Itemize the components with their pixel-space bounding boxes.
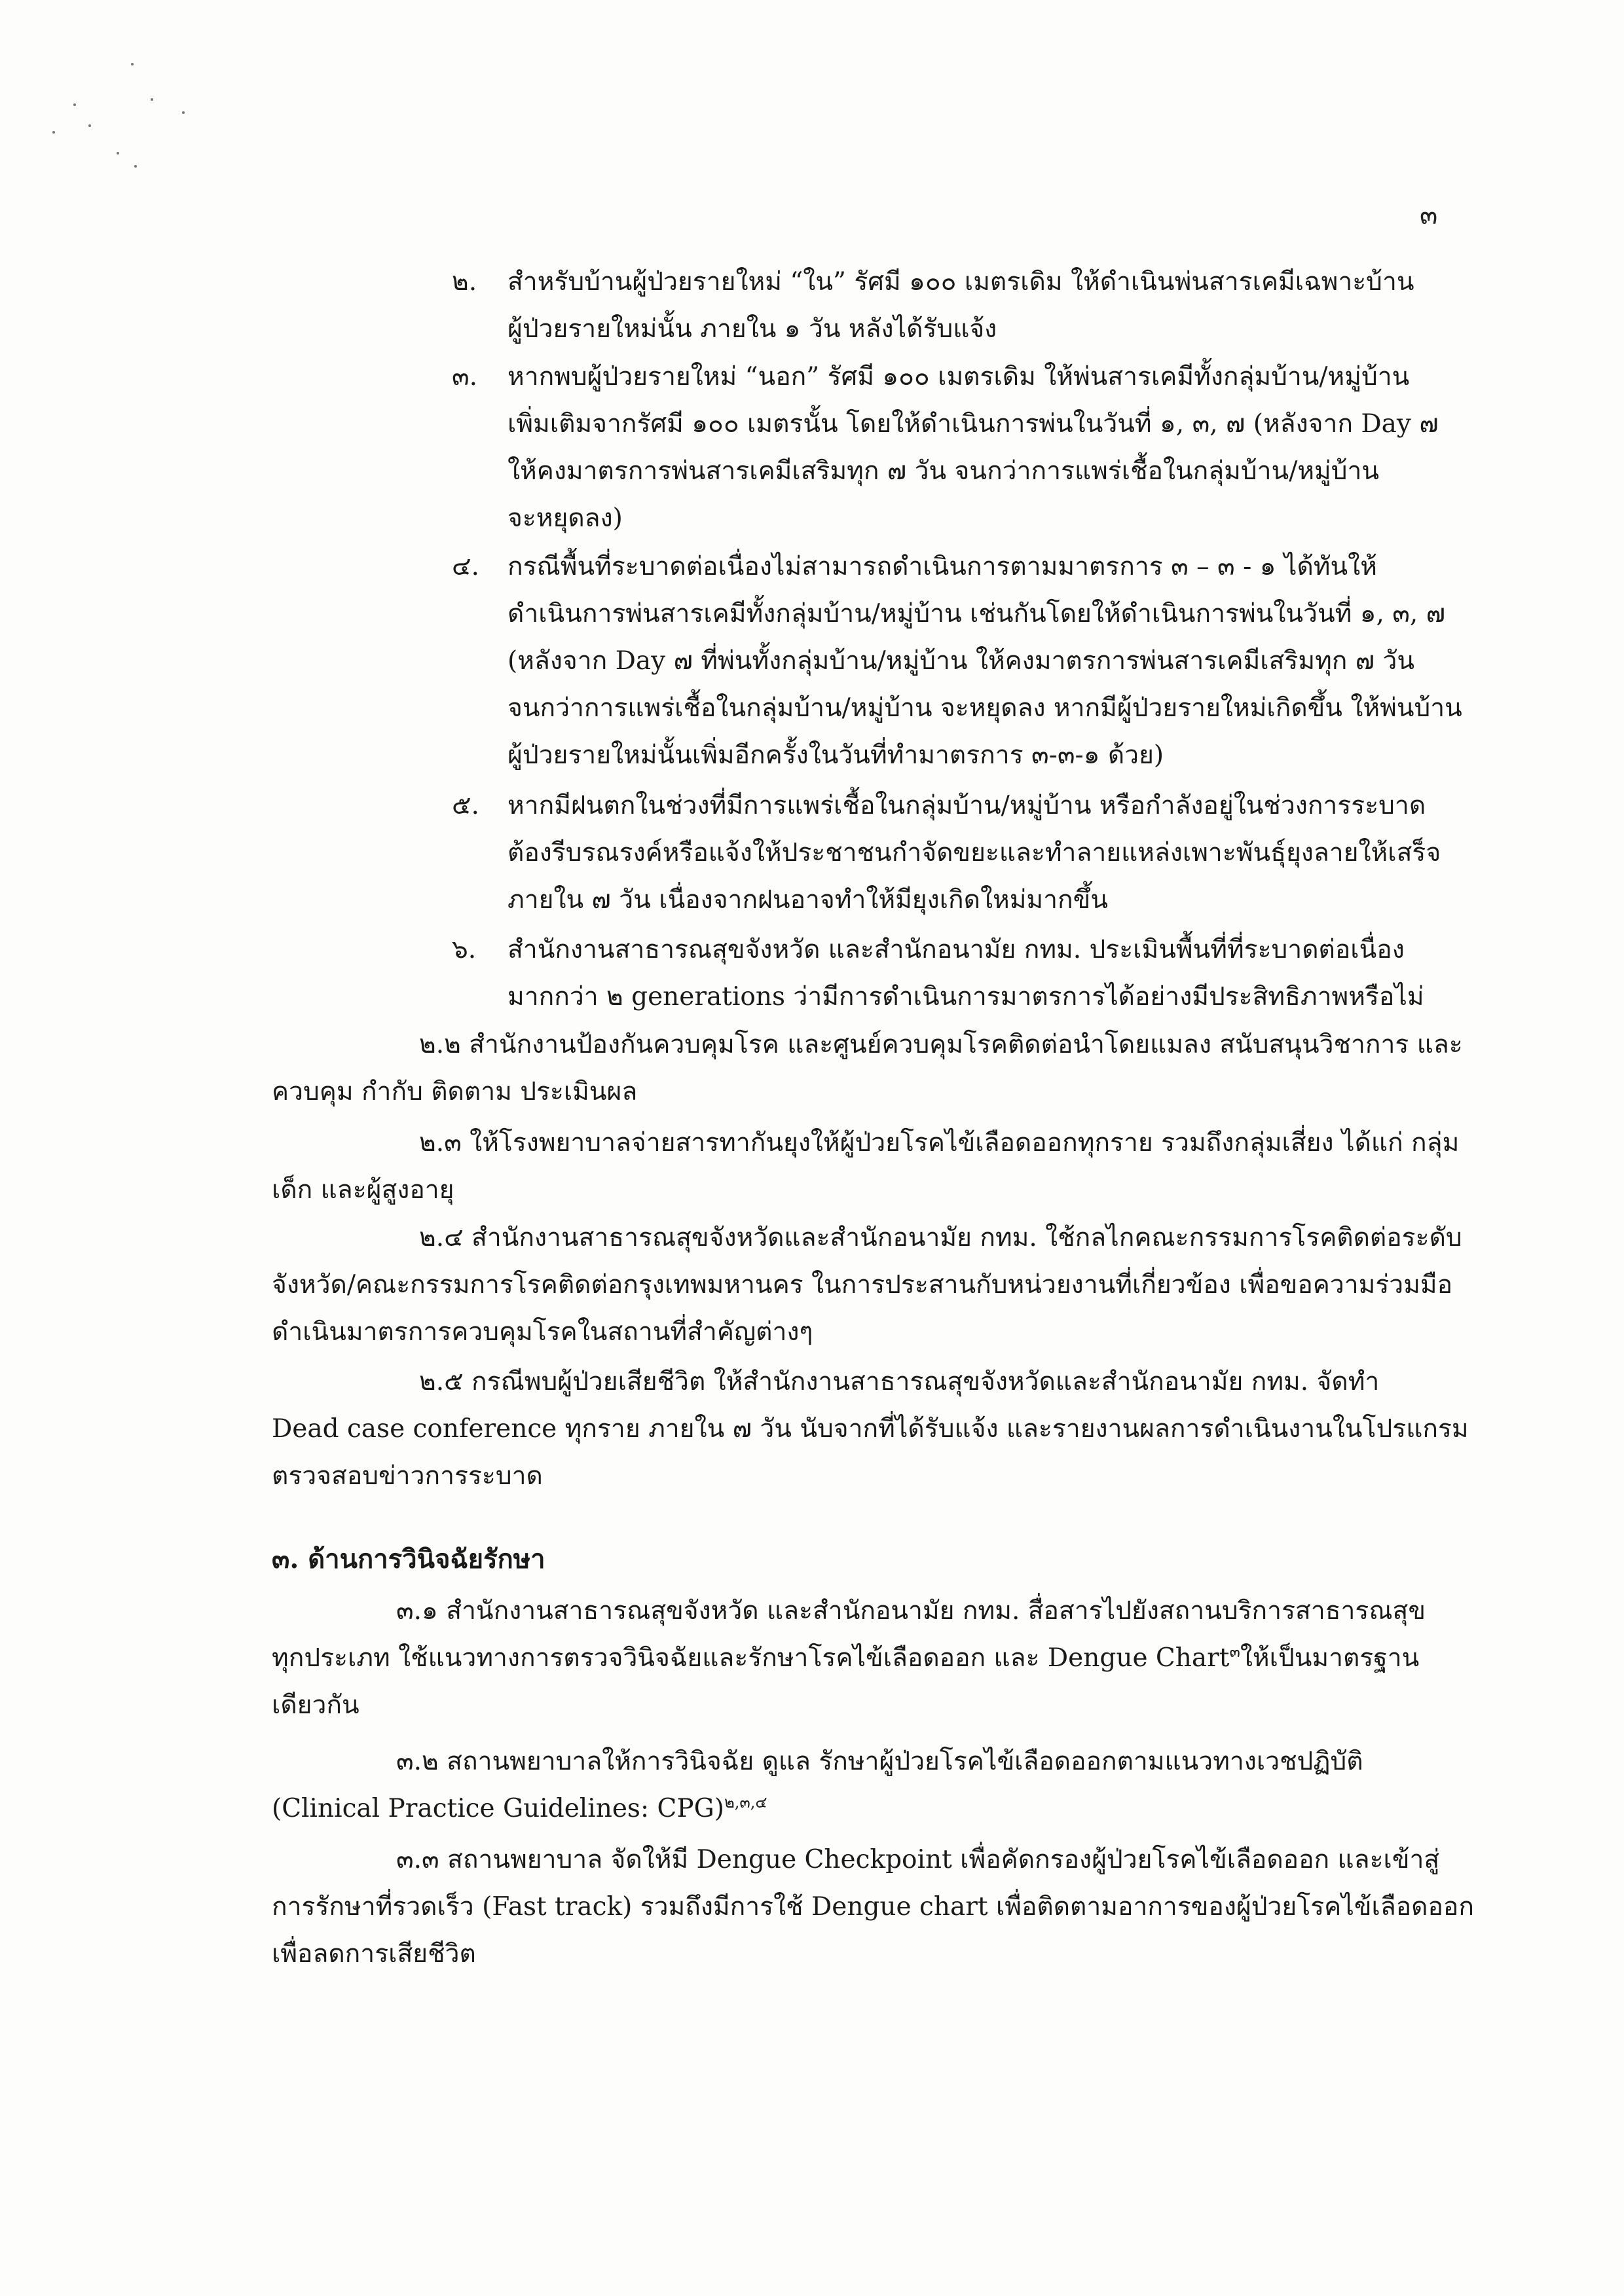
list-item-number: ๓.: [452, 362, 478, 392]
paragraph-2-4: [272, 1214, 1470, 1356]
text-line: ๒.๕ กรณีพบผู้ป่วยเสียชีวิต ให้สำนักงานสาธารณสุขจังหวัดและสำนักอนามัย กทม. จัดทำ: [419, 1367, 1380, 1396]
text-line: สำหรับบ้านผู้ป่วยรายใหม่ “ใน” รัศมี ๑๐๐ เมตรเดิม ให้ดำเนินพ่นสารเคมีเฉพาะบ้าน: [507, 267, 1414, 297]
text-segment: ให้เป็นมาตรฐาน: [1240, 1643, 1420, 1673]
list-item-number: ๒.: [452, 267, 477, 297]
paragraph-3-2: [272, 1738, 1470, 1832]
scan-speck: [73, 103, 76, 106]
text-line: หากมีฝนตกในช่วงที่มีการแพร่เชื้อในกลุ่มบ้าน/หมู่บ้าน หรือกำลังอยู่ในช่วงการระบาด: [507, 791, 1426, 820]
text-line: ภายใน ๗ วัน เนื่องจากฝนอาจทำให้มียุงเกิดใหม่มากขึ้น: [507, 885, 1108, 915]
text-line: ดำเนินการพ่นสารเคมีทั้งกลุ่มบ้าน/หมู่บ้าน เช่นกันโดยให้ดำเนินการพ่นในวันที่ ๑, ๓, ๗: [507, 599, 1446, 629]
text-segment: (Clinical Practice Guidelines: CPG): [272, 1794, 724, 1823]
list-item-text: [507, 259, 1414, 353]
text-line: ๒.๔ สำนักงานสาธารณสุขจังหวัดและสำนักอนามัย กทม. ใช้กลไกคณะกรรมการโรคติดต่อระดับ: [419, 1223, 1462, 1252]
list-item-number: ๔.: [452, 552, 479, 581]
list-item-number: ๕.: [452, 791, 479, 820]
text-line: เพิ่มเติมจากรัศมี ๑๐๐ เมตรนั้น โดยให้ดำเนินการพ่นในวันที่ ๑, ๓, ๗ (หลังจาก Day ๗: [507, 409, 1439, 439]
text-line: มากกว่า ๒ generations ว่ามีการดำเนินการมาตรการได้อย่างมีประสิทธิภาพหรือไม่: [507, 982, 1424, 1011]
list-item: [452, 782, 1473, 924]
text-line: ผู้ป่วยรายใหม่นั้นเพิ่มอีกครั้งในวันที่ทำมาตรการ ๓-๓-๑ ด้วย): [507, 740, 1164, 770]
scan-speck: [182, 111, 185, 114]
scan-speck: [134, 165, 137, 168]
list-item: [452, 543, 1473, 779]
text-line: หากพบผู้ป่วยรายใหม่ “นอก” รัศมี ๑๐๐ เมตรเดิม ให้พ่นสารเคมีทั้งกลุ่มบ้าน/หมู่บ้าน: [507, 362, 1410, 392]
scan-speck: [88, 124, 91, 127]
scan-speck: [52, 131, 55, 134]
text-line: ๓.๑ สำนักงานสาธารณสุขจังหวัด และสำนักอนามัย กทม. สื่อสารไปยังสถานบริการสาธารณสุข: [396, 1596, 1426, 1626]
text-line: เดียวกัน: [272, 1690, 360, 1720]
text-line: [272, 1635, 1470, 1682]
paragraph-2-3: [272, 1120, 1470, 1214]
text-line: การรักษาที่รวดเร็ว (Fast track) รวมถึงมีการใช้ Dengue chart เพื่อติดตามอาการของผู้ป่วยโรคไข้เลือดออก: [272, 1892, 1474, 1922]
scan-speck: [131, 63, 134, 65]
paragraph-2-2: [272, 1021, 1470, 1116]
text-line: ต้องรีบรณรงค์หรือแจ้งให้ประชาชนกำจัดขยะและทำลายแหล่งเพาะพันธุ์ยุงลายให้เสร็จ: [507, 838, 1441, 867]
paragraph-3-3: [272, 1836, 1474, 1978]
list-item-text: [507, 354, 1439, 542]
text-line: จนกว่าการแพร่เชื้อในกลุ่มบ้าน/หมู่บ้าน จะหยุดลง หากมีผู้ป่วยรายใหม่เกิดขึ้น ให้พ่นบ้าน: [507, 693, 1462, 723]
citation-superscript: ๒,๓,๔: [724, 1793, 767, 1812]
list-item-text: [507, 926, 1424, 1021]
text-line: สำนักงานสาธารณสุขจังหวัด และสำนักอนามัย กทม. ประเมินพื้นที่ที่ระบาดต่อเนื่อง: [507, 935, 1405, 964]
list-item-text: [507, 782, 1441, 924]
section-heading: ๓. ด้านการวินิจฉัยรักษา: [272, 1544, 545, 1575]
text-line: ควบคุม กำกับ ติดตาม ประเมินผล: [272, 1077, 638, 1106]
list-item-number: ๖.: [452, 935, 477, 964]
text-segment: ทุกประเภท ใช้แนวทางการตรวจวินิจฉัยและรักษาโรคไข้เลือดออก และ Dengue Chart: [272, 1643, 1230, 1673]
scan-speck: [117, 152, 119, 155]
text-line: จะหยุดลง): [507, 503, 623, 533]
text-line: ๒.๓ ให้โรงพยาบาลจ่ายสารทากันยุงให้ผู้ป่วยโรคไข้เลือดออกทุกราย รวมถึงกลุ่มเสี่ยง ได้แก่ กลุ่ม: [419, 1128, 1460, 1157]
text-line: ให้คงมาตรการพ่นสารเคมีเสริมทุก ๗ วัน จนกว่าการแพร่เชื้อในกลุ่มบ้าน/หมู่บ้าน: [507, 456, 1380, 486]
paragraph-3-1: [272, 1588, 1470, 1729]
text-line: [272, 1785, 1470, 1832]
scan-speck: [151, 98, 153, 101]
text-line: เพื่อลดการเสียชีวิต: [272, 1939, 476, 1969]
list-item-text: [507, 543, 1462, 779]
text-line: เด็ก และผู้สูงอายุ: [272, 1175, 454, 1205]
list-item: [452, 926, 1473, 1021]
list-item: [452, 354, 1473, 542]
paragraph-2-5: [272, 1358, 1470, 1500]
page-number: ๓: [1420, 200, 1438, 230]
citation-superscript: ๓: [1229, 1643, 1240, 1661]
text-line: ตรวจสอบข่าวการระบาด: [272, 1461, 543, 1491]
text-line: กรณีพื้นที่ระบาดต่อเนื่องไม่สามารถดำเนินการตามมาตรการ ๓ – ๓ - ๑ ได้ทันให้: [507, 552, 1377, 581]
list-item: [452, 259, 1473, 353]
text-line: ผู้ป่วยรายใหม่นั้น ภายใน ๑ วัน หลังได้รับแจ้ง: [507, 314, 997, 344]
text-line: Dead case conference ทุกราย ภายใน ๗ วัน นับจากที่ได้รับแจ้ง และรายงานผลการดำเนินงานในโปรแกรม: [272, 1414, 1469, 1444]
text-line: จังหวัด/คณะกรรมการโรคติดต่อกรุงเทพมหานคร ในการประสานกับหน่วยงานที่เกี่ยวข้อง เพื่อขอความร่วมมือ: [272, 1270, 1453, 1300]
text-line: (หลังจาก Day ๗ ที่พ่นทั้งกลุ่มบ้าน/หมู่บ้าน ให้คงมาตรการพ่นสารเคมีเสริมทุก ๗ วัน: [507, 646, 1415, 676]
text-line: ๓.๒ สถานพยาบาลให้การวินิจฉัย ดูแล รักษาผู้ป่วยโรคไข้เลือดออกตามแนวทางเวชปฏิบัติ: [396, 1747, 1363, 1776]
text-line: ดำเนินมาตรการควบคุมโรคในสถานที่สำคัญต่างๆ: [272, 1317, 813, 1347]
text-line: ๓.๓ สถานพยาบาล จัดให้มี Dengue Checkpoint เพื่อคัดกรองผู้ป่วยโรคไข้เลือดออก และเข้าสู่: [396, 1845, 1440, 1874]
text-line: ๒.๒ สำนักงานป้องกันควบคุมโรค และศูนย์ควบคุมโรคติดต่อนำโดยแมลง สนับสนุนวิชาการ และ: [419, 1030, 1463, 1059]
